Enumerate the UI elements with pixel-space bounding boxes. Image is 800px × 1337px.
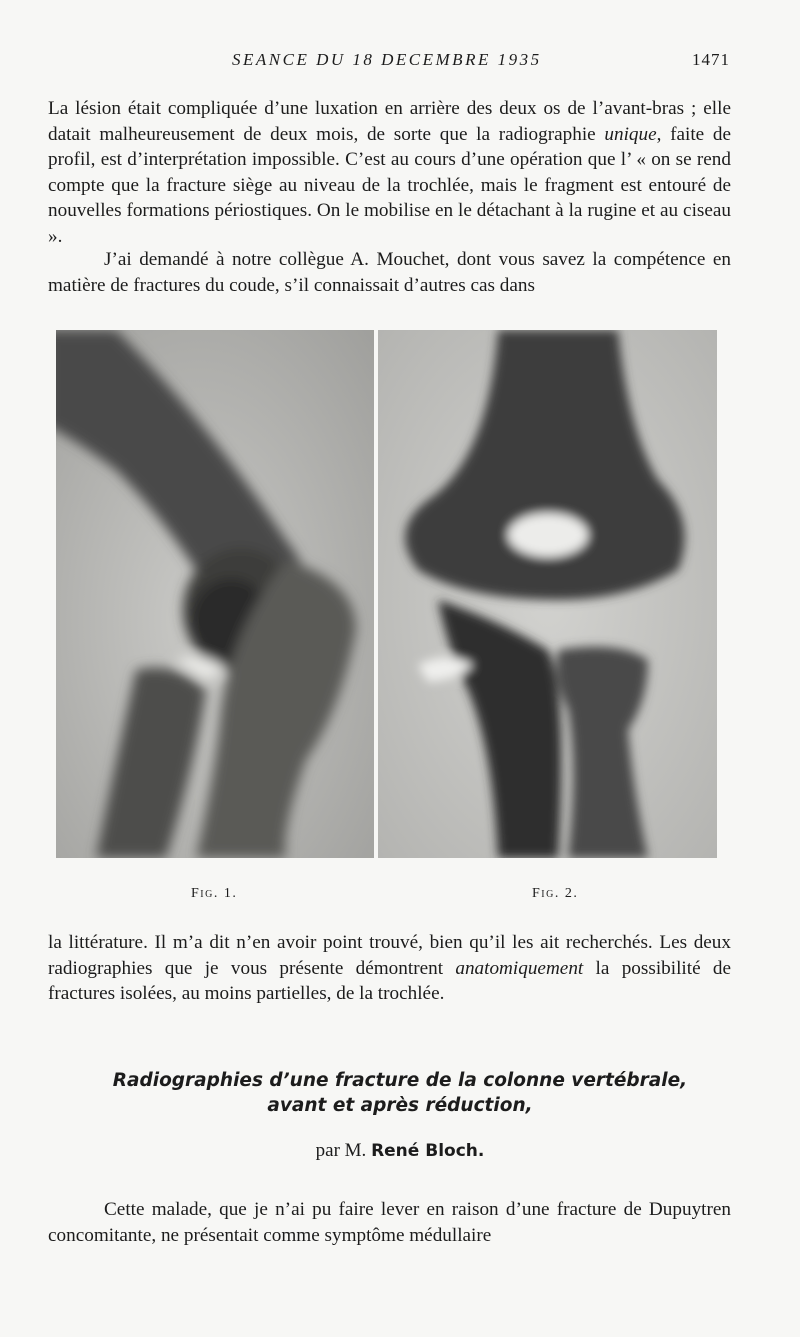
byline [0,1140,800,1162]
figure-2-radiograph [378,330,717,858]
byline-author: René Bloch. [371,1141,485,1161]
paragraph-3-text-a: la littérature. Il m’a dit n’en avoir point trouvé, bien qu’il les ait recherchés. Les deux radiographies que je vous présente démontrent [48,932,731,979]
paragraph-1-italic: unique [604,123,657,145]
section-title [40,1068,760,1118]
byline-prefix: par M. [315,1140,367,1161]
figure-1-caption: Fig. 1. [191,886,238,901]
section-title-line-2: avant et après réduction, [267,1095,533,1116]
figure-1-radiograph [56,330,374,858]
figure-2-caption: Fig. 2. [532,886,579,901]
paragraph-1-text-a: La lésion était compliquée d’une luxation en arrière des deux os de l’avant-bras ; elle datait malheureusement de deux mois, de sorte que la radiographie [48,98,731,145]
paragraph-3-text-c: la possibilité de fractures isolées, au moins partielles, de la trochlée. [48,957,731,1005]
paragraph-4: Cette malade, que je n’ai pu faire lever en raison d’une fracture de Dupuytren concomitante, ne présentait comme symptôme médullaire [48,1199,731,1246]
figures-block [56,330,717,860]
page-number: 1471 [692,50,730,69]
paragraph-2: J’ai demandé à notre collègue A. Mouchet, dont vous savez la compétence en matière de fractures du coude, s’il connaissait d’autres cas dans [48,249,731,296]
paragraph-3-italic: anatomiquement [455,957,584,979]
section-title-line-1: Radiographies d’une fracture de la colonne vertébrale, [112,1070,688,1091]
paragraph-1-text-c: , faite de profil, est d’interprétation impossible. C’est au cours d’une opération que l’ « on se rend compte que la fracture siège au niveau de la trochlée, mais le fragment est entouré de nouvelles formations périostiques. On le mobilise en le détachant à la rugine et au ciseau ». [48,123,731,247]
paragraph-3 [48,930,731,1007]
page-header [0,50,800,74]
running-title: SEANCE DU 18 DECEMBRE 1935 [232,50,542,69]
paragraph-1 [48,96,731,250]
